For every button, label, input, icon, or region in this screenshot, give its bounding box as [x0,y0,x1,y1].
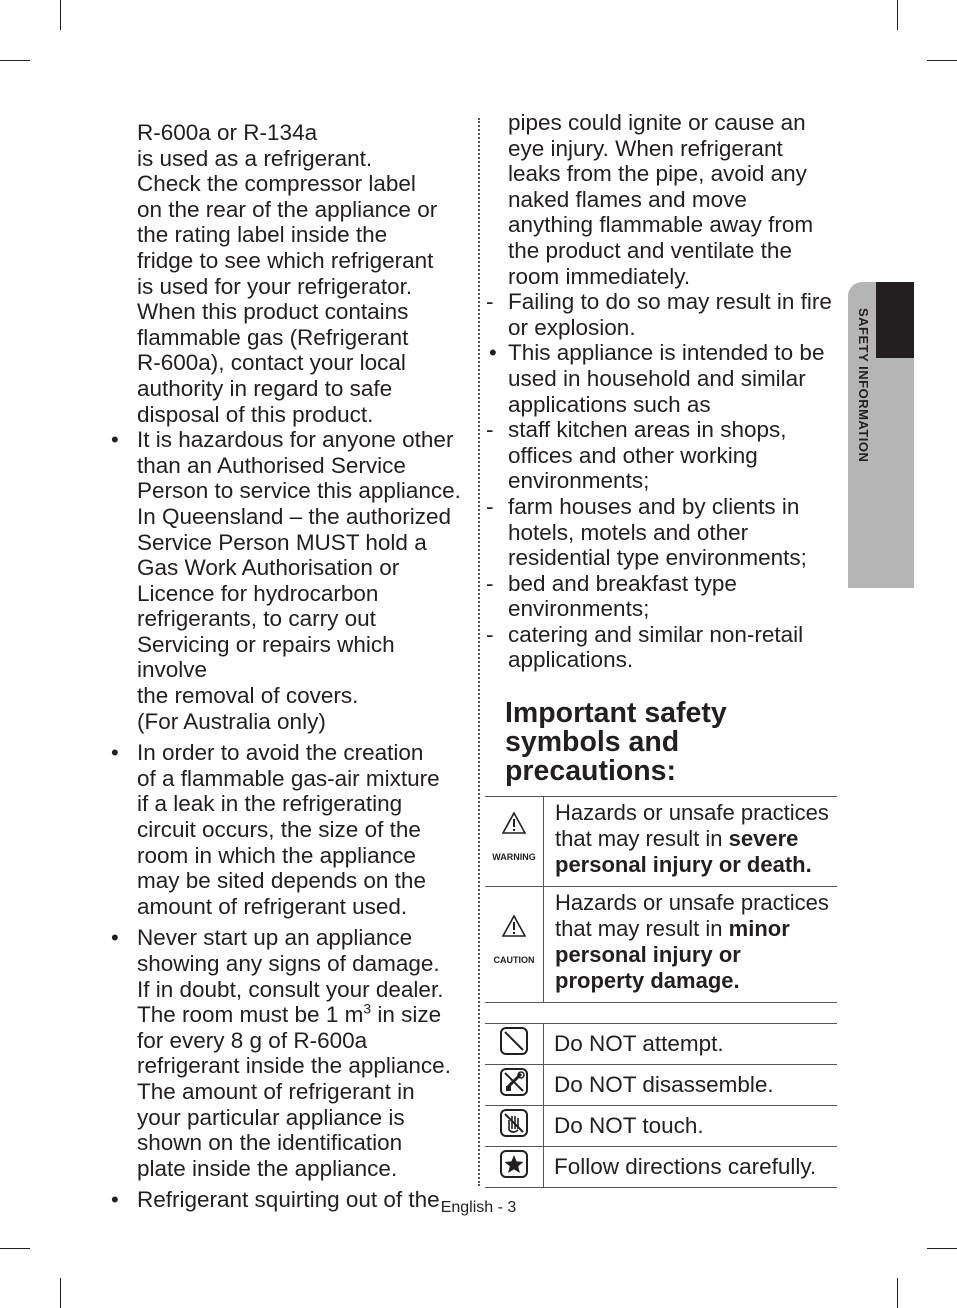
warning-label: WARNING [492,852,536,863]
crop-mark [927,60,957,61]
text-line: environments; [508,596,650,622]
warning-row [485,797,837,887]
warning-line2 [555,826,837,852]
caution-line2 [555,916,837,942]
section-side-tab-marker [876,282,914,358]
warning-line1: Hazards or unsafe practices [555,800,829,826]
text-line: • In order to avoid the creation [137,740,424,766]
text-line: • Never start up an appliance [137,925,413,951]
refrigerant-intro [107,120,467,427]
left-column [107,120,467,1213]
text-line: on the rear of the appliance or [137,196,438,222]
dash-staff-kitchen [485,417,837,494]
text-line: applications such as [508,391,711,417]
caution-triangle-icon [502,915,526,937]
text-line: R-600a), contact your local [137,350,406,376]
text-line: - bed and breakfast type [508,570,737,596]
text-line: (For Australia only) [137,708,326,734]
text-line: • This appliance is intended to be [508,340,825,366]
warning-description [544,797,838,887]
text-line: authority in regard to safe [137,375,393,401]
star-icon [499,1149,529,1179]
symbol-row [485,1106,837,1147]
dash-catering [485,622,837,673]
symbol-row [485,1024,837,1065]
star-cell [485,1147,544,1188]
warning-line2-pre: that may result in [555,826,729,852]
text-line: When this product contains [137,299,409,325]
text-line: used in household and similar [508,365,806,391]
text-line: In Queensland – the authorized [137,503,451,529]
text-line: Gas Work Authorisation or [137,555,400,581]
no-touch-icon [499,1108,529,1138]
bullet-gas-air-mixture [107,740,467,919]
text-line: Licence for hydrocarbon [137,580,379,606]
text-line: - catering and similar non-retail [508,621,804,647]
continued-text [485,110,837,289]
right-column [485,110,837,1188]
caution-line2-pre: that may result in [555,916,729,942]
crop-mark [60,0,61,30]
text-line: Servicing or repairs which involve [137,631,395,683]
text-line: showing any signs of damage. [137,951,440,976]
text-line: shown on the identification [137,1130,403,1156]
caution-description [544,887,838,1003]
text-line: flammable gas (Refrigerant [137,324,409,350]
text-line: for every 8 g of R-600a [137,1027,368,1053]
caution-line3-bold: personal injury or [555,942,741,968]
room-size-sup: 3 [363,1000,372,1017]
caution-label: CAUTION [493,955,535,966]
bullet-authorised-service [107,427,467,734]
symbol-row [485,1147,837,1188]
room-size-line [137,1002,467,1028]
text-line: precautions: [505,755,677,788]
text-line: • It is hazardous for anyone other [137,427,454,453]
text-line: may be sited depends on the [137,868,426,894]
crop-mark [60,1278,61,1308]
crop-mark [0,60,30,61]
caution-line2-bold: minor [728,916,790,942]
dash-fire-explosion [485,289,837,340]
text-line: - staff kitchen areas in shops, [508,417,787,443]
text-line: if a leak in the refrigerating [137,791,403,817]
warning-symbol [485,797,544,887]
symbol-text-do-not-disassemble: Do NOT disassemble. [544,1065,838,1106]
hazard-symbols-table [485,796,837,1003]
symbol-text-do-not-attempt: Do NOT attempt. [544,1024,838,1065]
text-line: refrigerant inside the appliance. [137,1053,451,1079]
column-divider [478,118,480,1186]
text-line: amount of refrigerant used. [137,893,408,919]
text-line: symbols and [505,726,680,759]
text-line: Important safety [505,697,727,730]
page-number: English - 3 [440,1199,517,1216]
text-line: eye injury. When refrigerant [508,135,783,161]
text-line: - farm houses and by clients in [508,493,800,519]
prohibited-cell [485,1024,544,1065]
symbol-text-do-not-touch: Do NOT touch. [544,1106,838,1147]
text-line: residential type environments; [508,545,807,571]
caution-line1: Hazards or unsafe practices [555,890,829,916]
warning-triangle-icon [502,812,526,834]
room-size-pre: The room must be 1 m [137,1002,364,1028]
no-touch-cell [485,1106,544,1147]
text-line: or explosion. [508,314,636,340]
text-line: leaks from the pipe, avoid any [508,161,807,187]
caution-line4-bold: property damage. [555,968,740,994]
text-line: circuit occurs, the size of the [137,817,421,843]
text-line: than an Authorised Service [137,452,406,478]
text-line: room immediately. [508,263,691,289]
text-line: the removal of covers. [137,683,359,709]
text-line: the rating label inside the [137,222,388,248]
text-line: Service Person MUST hold a [137,529,427,555]
crop-mark [927,1248,957,1249]
text-line: the product and ventilate the [508,237,792,263]
text-line: anything flammable away from [508,212,814,238]
text-line: • Refrigerant squirting out of the [137,1187,440,1213]
text-line: room in which the appliance [137,842,416,868]
prohibited-icon [499,1026,529,1056]
text-line: R-600a or R-134a [137,120,318,145]
warning-line2-bold: severe [728,826,799,852]
text-line: fridge to see which refrigerant [137,247,434,273]
no-disassemble-cell [485,1065,544,1106]
text-line: your particular appliance is [137,1104,405,1130]
text-line: of a flammable gas-air mixture [137,765,440,791]
caution-symbol [485,887,544,1003]
side-tab-label: SAFETY INFORMATION [856,308,871,463]
text-line: offices and other working [508,442,758,468]
crop-mark [897,0,898,30]
symbol-text-follow-directions: Follow directions carefully. [544,1147,838,1188]
symbol-row [485,1065,837,1106]
text-line: disposal of this product. [137,401,374,427]
text-line: naked flames and move [508,186,747,212]
bullet-household-use [485,340,837,417]
text-line: If in doubt, consult your dealer. [137,976,444,1002]
bullet-never-start-damaged [107,925,467,1181]
text-line: - Failing to do so may result in fire [508,289,832,315]
dash-bed-breakfast [485,571,837,622]
action-symbols-table [485,1023,837,1188]
section-heading [505,699,837,786]
text-line: is used as a refrigerant. [137,145,373,171]
crop-mark [0,1248,30,1249]
text-line: refrigerants, to carry out [137,606,376,632]
text-line: Person to service this appliance. [137,478,461,504]
text-line: plate inside the appliance. [137,1155,398,1181]
text-line: is used for your refrigerator. [137,273,413,299]
text-line: environments; [508,468,650,494]
room-size-post: in size [371,1002,442,1028]
text-line: Check the compressor label [137,171,416,197]
warning-line3-bold: personal injury or death. [555,852,812,878]
no-disassemble-icon [499,1067,529,1097]
crop-mark [897,1278,898,1308]
dash-farm-houses [485,494,837,571]
text-line: hotels, motels and other [508,519,749,545]
text-line: The amount of refrigerant in [137,1078,415,1104]
text-line: applications. [508,647,634,673]
text-line: pipes could ignite or cause an [508,110,806,135]
caution-row [485,887,837,1003]
